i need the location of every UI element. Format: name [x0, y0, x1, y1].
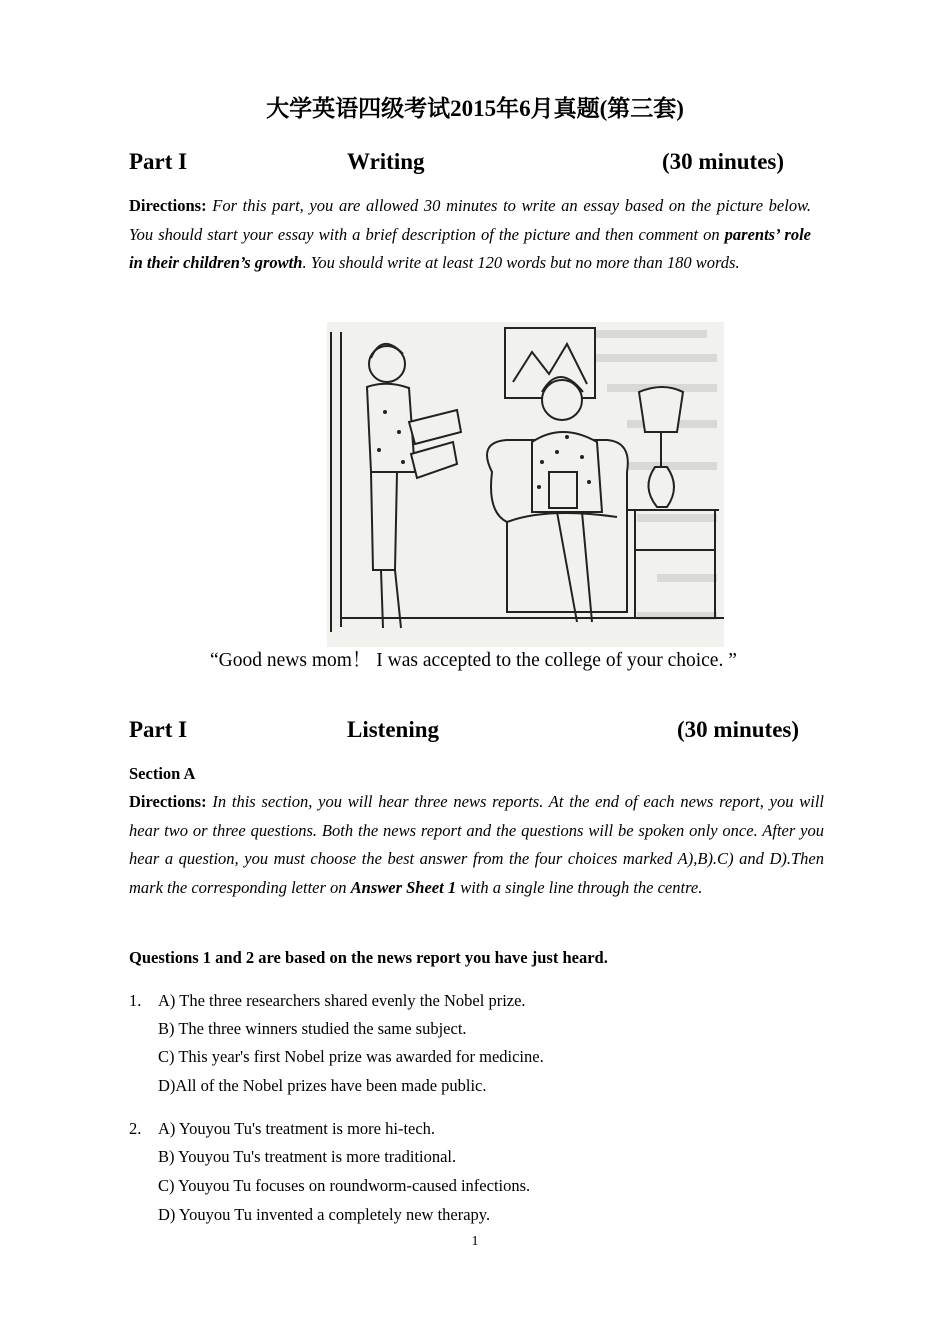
answer-option: B) The three winners studied the same subject. — [158, 1019, 467, 1038]
section-heading: Section A — [129, 764, 196, 783]
directions-text-a: In this section, you will hear three news reports. At the end of each news report, you will hear two or three questions. Both the news report and the questions will be spoken only once. After you hear a question, you must choose the best answer from the four choices marked A),B).C) and D).Then mark the corresponding letter on — [129, 792, 824, 897]
part1-label: Part I — [129, 149, 188, 174]
questions-intro: Questions 1 and 2 are based on the news report you have just heard. — [129, 948, 608, 967]
part2-name: Listening — [347, 717, 440, 742]
part2-directions — [129, 788, 824, 902]
answer-option: D)All of the Nobel prizes have been made public. — [158, 1076, 487, 1095]
answer-option: A) The three researchers shared evenly the Nobel prize. — [158, 991, 526, 1010]
directions-label: Directions: — [129, 792, 207, 811]
directions-emphasis: Answer Sheet 1 — [350, 877, 457, 897]
directions-emphasis: parents’ role in their children’s growth — [129, 224, 811, 272]
answer-option: A) Youyou Tu's treatment is more hi-tech. — [158, 1119, 436, 1138]
answer-option: B) Youyou Tu's treatment is more traditional. — [158, 1147, 457, 1166]
answer-option: C) This year's first Nobel prize was awarded for medicine. — [158, 1047, 544, 1066]
page-number: 1 — [471, 1234, 479, 1249]
question-number: 2. — [129, 1119, 142, 1138]
part2-label: Part I — [129, 717, 188, 742]
part2-time: (30 minutes) — [677, 717, 800, 742]
cartoon-caption: “Good news mom！ I was accepted to the college of your choice. ” — [210, 650, 737, 671]
directions-label: Directions: — [129, 196, 207, 215]
part1-time: (30 minutes) — [662, 149, 785, 174]
page-title: 大学英语四级考试2015年6月真题(第三套) — [266, 96, 684, 121]
directions-text-a: For this part, you are allowed 30 minutes to write an essay based on the picture below. You should start your essay with a brief description of the picture and then comment on — [129, 196, 811, 244]
answer-option: C) Youyou Tu focuses on roundworm-caused infections. — [158, 1176, 531, 1195]
question-number: 1. — [129, 991, 142, 1010]
cartoon-illustration — [327, 322, 724, 647]
part1-directions — [129, 192, 811, 278]
answer-option: D) Youyou Tu invented a completely new therapy. — [158, 1205, 491, 1224]
directions-text-b: with a single line through the centre. — [456, 877, 703, 897]
directions-text-b: . You should write at least 120 words but no more than 180 words. — [302, 253, 740, 272]
part1-name: Writing — [347, 149, 425, 174]
